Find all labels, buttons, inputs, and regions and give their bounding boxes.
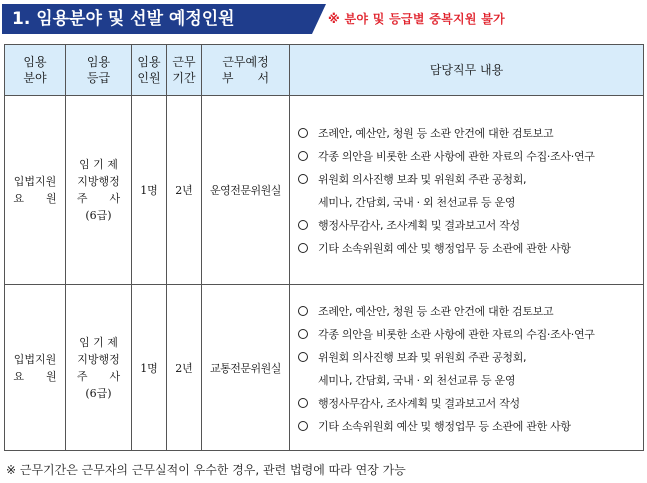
duty-text: 세미나, 간담회, 국내 · 외 천선교류 등 운영 xyxy=(318,373,516,387)
header-grade xyxy=(66,45,132,96)
circle-bullet-icon xyxy=(298,174,308,184)
list-item xyxy=(296,145,639,168)
row-grade-text: 임 기 제 지방행정 주 사 (6급) xyxy=(76,335,121,400)
header-period-text: 근무 기간 xyxy=(172,55,196,85)
row-count: 1명 xyxy=(132,285,167,451)
header-count xyxy=(132,45,167,96)
row-period: 2년 xyxy=(167,285,202,451)
row-dept: 교통전문위원실 xyxy=(202,285,290,451)
header-field xyxy=(5,45,66,96)
list-item xyxy=(296,392,639,415)
header-count-text: 임용 인원 xyxy=(137,55,161,85)
header-duty xyxy=(290,45,644,96)
header-dept xyxy=(202,45,290,96)
duty-text: 조례안, 예산안, 청원 등 소관 안건에 대한 검토보고 xyxy=(318,127,554,140)
duty-text: 행정사무감사, 조사계획 및 결과보고서 작성 xyxy=(318,396,520,410)
list-item xyxy=(296,122,639,145)
row-field xyxy=(5,96,66,285)
row-field-text: 입법지원 요 원 xyxy=(13,352,57,383)
list-item xyxy=(296,323,639,346)
list-item xyxy=(296,346,639,369)
section-title: 1. 임용분야 및 선발 예정인원 xyxy=(2,4,312,34)
list-item xyxy=(296,168,639,191)
table-header-row xyxy=(5,45,644,96)
header-dept-text: 근무예정 부 서 xyxy=(221,55,270,85)
row-grade xyxy=(66,285,132,451)
list-item-continuation xyxy=(296,191,639,214)
list-item xyxy=(296,415,639,438)
table-row xyxy=(5,285,644,451)
duty-text: 조례안, 예산안, 청원 등 소관 안건에 대한 검토보고 xyxy=(318,304,554,318)
duty-text: 행정사무감사, 조사계획 및 결과보고서 작성 xyxy=(318,219,520,232)
row-grade xyxy=(66,96,132,285)
circle-bullet-icon xyxy=(298,243,308,253)
duty-text: 위원회 의사진행 보좌 및 위원회 주관 공청회, xyxy=(318,350,527,364)
circle-bullet-icon xyxy=(298,220,308,230)
header-grade-text: 임용 등급 xyxy=(86,55,111,85)
circle-bullet-icon xyxy=(298,151,308,161)
row-field xyxy=(5,285,66,451)
row-field-text: 입법지원 요 원 xyxy=(13,175,57,205)
duty-text: 각종 의안을 비롯한 소관 사항에 관한 자료의 수집·조사·연구 xyxy=(318,150,595,163)
circle-bullet-icon xyxy=(298,128,308,138)
circle-bullet-icon xyxy=(298,398,308,408)
title-notch-decoration xyxy=(312,4,326,34)
duty-text: 각종 의안을 비롯한 소관 사항에 관한 자료의 수집·조사·연구 xyxy=(318,327,595,341)
header-period xyxy=(167,45,202,96)
circle-bullet-icon xyxy=(298,329,308,339)
duty-list xyxy=(296,300,639,438)
footnote: ※ 근무기간은 근무자의 근무실적이 우수한 경우, 관련 법령에 따라 연장 가능 xyxy=(6,463,406,477)
row-period: 2년 xyxy=(167,96,202,285)
row-duties xyxy=(290,285,644,451)
circle-bullet-icon xyxy=(298,421,308,431)
circle-bullet-icon xyxy=(298,306,308,316)
duty-text: 기타 소속위원회 예산 및 행정업무 등 소관에 관한 사항 xyxy=(318,419,571,433)
duplicate-apply-note: ※ 분야 및 등급별 중복지원 불가 xyxy=(328,12,506,26)
duty-text: 기타 소속위원회 예산 및 행정업무 등 소관에 관한 사항 xyxy=(318,242,571,255)
row-duties xyxy=(290,96,644,285)
duty-text: 위원회 의사진행 보좌 및 위원회 주관 공청회, xyxy=(318,173,527,186)
list-item-continuation xyxy=(296,369,639,392)
list-item xyxy=(296,214,639,237)
list-item xyxy=(296,300,639,323)
row-grade-text: 임 기 제 지방행정 주 사 (6급) xyxy=(76,158,121,222)
duty-list xyxy=(296,122,639,260)
table-row xyxy=(5,96,644,285)
header-duty-text: 담당직무 내용 xyxy=(429,63,504,77)
header-field-text: 임용 분야 xyxy=(23,55,47,85)
circle-bullet-icon xyxy=(298,352,308,362)
duty-text: 세미나, 간담회, 국내 · 외 천선교류 등 운영 xyxy=(318,196,516,209)
row-count: 1명 xyxy=(132,96,167,285)
row-dept: 운영전문위원실 xyxy=(202,96,290,285)
list-item xyxy=(296,237,639,260)
recruitment-table xyxy=(4,44,644,451)
